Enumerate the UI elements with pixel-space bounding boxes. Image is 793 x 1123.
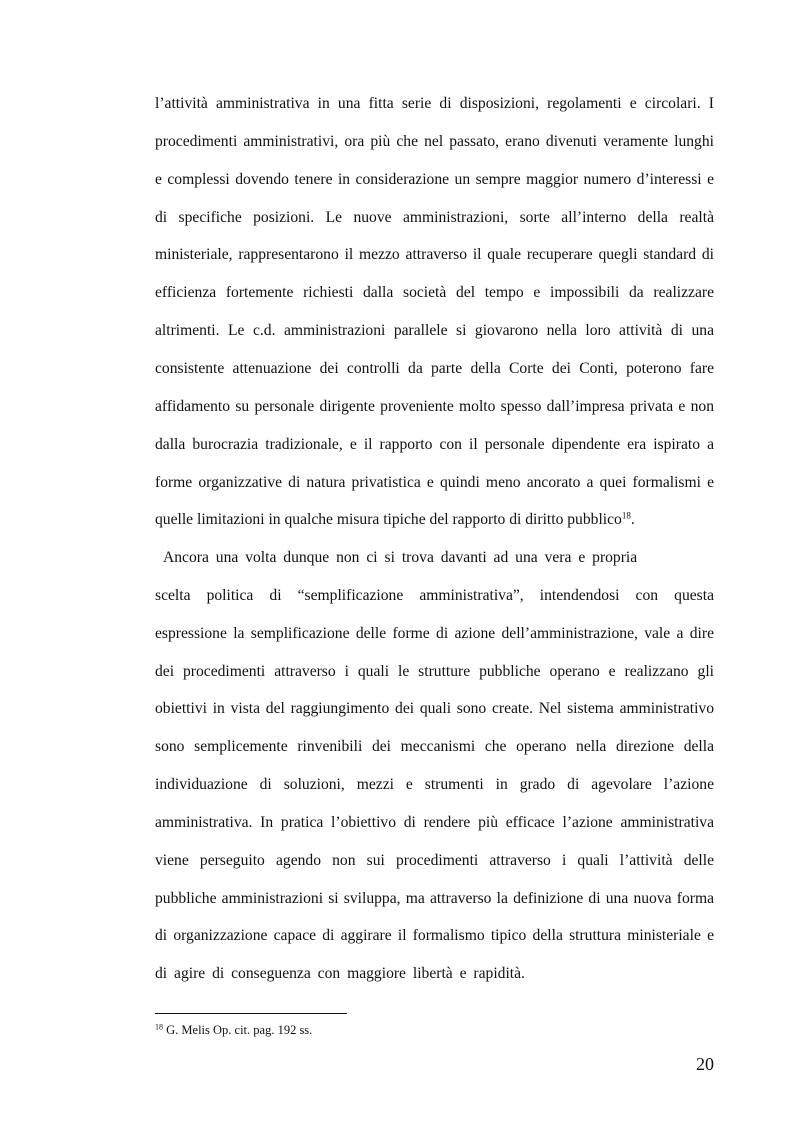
text-line: espressione la semplificazione delle forme di azione dell’amministrazione, vale a dire: [155, 625, 714, 642]
text-line-content: quelle limitazioni in qualche misura tipiche del rapporto di diritto pubblico: [155, 511, 622, 528]
text-line: consistente attenuazione dei controlli da parte della Corte dei Conti, poterono fare: [155, 360, 714, 377]
footnote-separator: [155, 1013, 347, 1014]
text-line-indented: Ancora una volta dunque non ci si trova davanti ad una vera e propria: [163, 549, 638, 566]
text-line: individuazione di soluzioni, mezzi e strumenti in grado di agevolare l’azione: [155, 776, 714, 793]
text-line: forme organizzative di natura privatistica e quindi meno ancorato a quei formalismi e: [155, 474, 714, 491]
text-line: [155, 510, 714, 530]
text-line: di specifiche posizioni. Le nuove amministrazioni, sorte all’interno della realtà: [155, 209, 714, 226]
text-line: pubbliche amministrazioni si sviluppa, ma attraverso la definizione di una nuova forma: [155, 890, 714, 907]
text-line: amministrativa. In pratica l’obiettivo di rendere più efficace l’azione amministrativa: [155, 814, 714, 831]
text-line: ministeriale, rappresentarono il mezzo attraverso il quale recuperare quegli standard di: [155, 246, 714, 263]
text-line: di agire di conseguenza con maggiore libertà e rapidità.: [155, 965, 525, 982]
text-line: procedimenti amministrativi, ora più che nel passato, erano divenuti veramente lunghi: [155, 133, 714, 150]
text-line: dei procedimenti attraverso i quali le strutture pubbliche operano e realizzano gli: [155, 663, 714, 680]
punctuation: .: [630, 511, 635, 528]
text-line: sono semplicemente rinvenibili dei meccanismi che operano nella direzione della: [155, 738, 714, 755]
text-line: e complessi dovendo tenere in considerazione un sempre maggior numero d’interessi e: [155, 171, 714, 188]
text-line: scelta politica di “semplificazione amministrativa”, intendendosi con questa: [155, 587, 714, 604]
text-line: efficienza fortemente richiesti dalla società del tempo e impossibili da realizzare: [155, 284, 714, 301]
text-line: viene perseguito agendo non sui procedimenti attraverso i quali l’attività delle: [155, 852, 714, 869]
footnote: [155, 1022, 312, 1038]
text-line: obiettivi in vista del raggiungimento dei quali sono create. Nel sistema amministrativo: [155, 700, 714, 717]
page-number: 20: [696, 1054, 714, 1074]
footnote-reference[interactable]: 18: [621, 510, 631, 521]
footnote-number: 18: [155, 1022, 163, 1032]
footnote-text: G. Melis Op. cit. pag. 192 ss.: [163, 1023, 313, 1037]
text-line: affidamento su personale dirigente proveniente molto spesso dall’impresa privata e non: [155, 398, 714, 415]
text-line: di organizzazione capace di aggirare il formalismo tipico della struttura ministeriale e: [155, 927, 714, 944]
text-line: altrimenti. Le c.d. amministrazioni parallele si giovarono nella loro attività di una: [155, 322, 714, 339]
text-line: dalla burocrazia tradizionale, e il rapporto con il personale dipendente era ispirato a: [155, 436, 714, 453]
text-line: l’attività amministrativa in una fitta serie di disposizioni, regolamenti e circolari. I: [155, 95, 714, 112]
